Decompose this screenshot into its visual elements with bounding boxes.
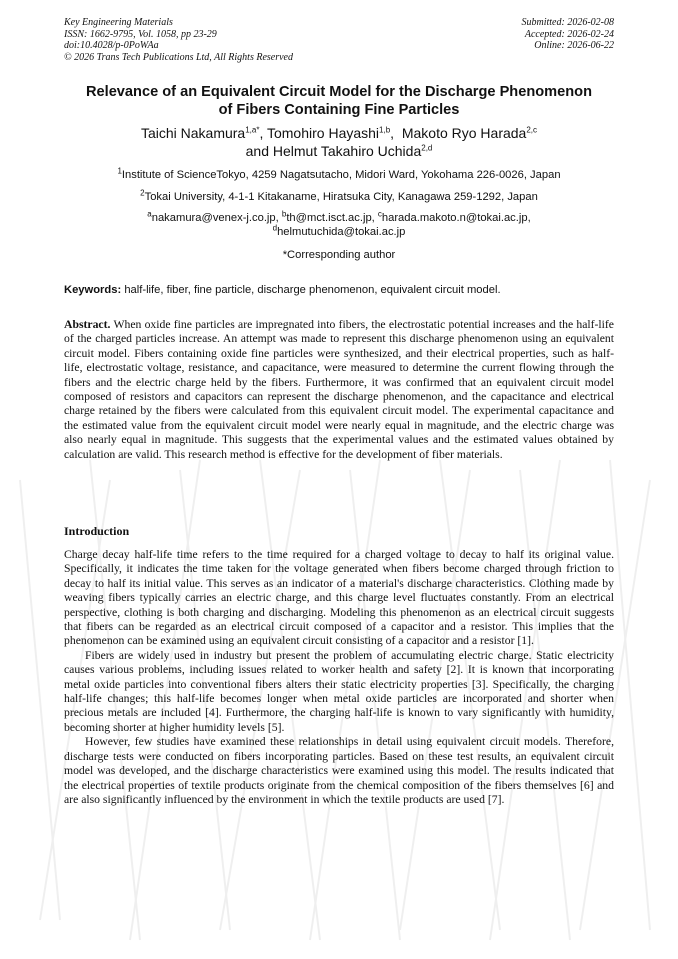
- journal-info: [64, 17, 293, 63]
- author-3: Makoto Ryo Harada: [401, 125, 527, 141]
- affiliation-2-marker: 2: [140, 188, 145, 198]
- journal-issn: ISSN: 1662-9795, Vol. 1058, pp 23-29: [64, 28, 217, 40]
- author-4-affil: 2,d: [421, 143, 433, 153]
- title-line-1: Relevance of an Equivalent Circuit Model for the Discharge Phenomenon: [85, 84, 592, 100]
- email-b-marker: b: [281, 209, 287, 219]
- intro-paragraph-2: Fibers are widely used in industry but present the problem of accumulating electric charge. Static electricity causes various problems, including issues related to worker health and safety [2]. It is known that incorporating metal oxide particles into conventional fibers alters their static electricity properties [3]. Specifically, the charging half-life changes; this half-life becomes longer when metal oxide particles are incorporated and shorter when precious metals are included [4]. Furthermore, the charging half-life is known to vary significantly with humidity, becoming shorter at higher humidity levels [5].: [64, 648, 614, 734]
- publication-dates: [522, 17, 615, 52]
- affiliation-1-text: Institute of ScienceTokyo, 4259 Nagatsutacho, Midori Ward, Yokohama 226-0026, Japan: [121, 169, 561, 181]
- intro-paragraph-1: Charge decay half-life time refers to the time required for a charged voltage to decay to half its original value. Specifically, it indicates the time taken for the voltage generated when fibers become charged through friction to decay to half its initial value. This serves as an indicator of a material's discharge characteristics. Clothing made by weaving fibers typically carries an electric charge, and this charge level fluctuates constantly. From an electrical perspective, clothing is both charging and discharging. Modeling this phenomenon as an electrical circuit suggests that fibers can be regarded as an electrical circuit composed of a capacitor and a resistor. This implies that the phenomenon can be examined using an equivalent circuit consisting of a capacitor and a resistor [1].: [64, 548, 614, 648]
- affiliation-2: [48, 190, 630, 204]
- author-2-affil: 1,b: [379, 125, 391, 135]
- abstract: [64, 318, 614, 462]
- keywords: [64, 283, 624, 297]
- journal-copyright: © 2026 Trans Tech Publications Ltd, All Rights Reserved: [64, 51, 293, 63]
- title-line-2: of Fibers Containing Fine Particles: [218, 102, 460, 118]
- affiliation-2-text: Tokai University, 4-1-1 Kitakaname, Hiratsuka City, Kanagawa 259-1292, Japan: [144, 191, 538, 203]
- affiliation-1: [48, 168, 630, 182]
- email-a: nakamura@venex-j.co.jp,: [151, 212, 279, 224]
- email-c: harada.makoto.n@tokai.ac.jp,: [381, 212, 531, 224]
- intro-paragraph-3: However, few studies have examined these relationships in detail using equivalent circuit models. Therefore, discharge tests were conducted on fibers incorporating particles. Based on these test results, an equivalent circuit model was developed, and the discharge characteristics were examined using this model. The results indicated that the electrical properties of textile products originate from the chemical composition of the fibers themselves [6] and are also significantly influenced by the environment in which the textile products are used [7].: [64, 735, 614, 806]
- accepted-date: Accepted: 2026-02-24: [524, 28, 614, 40]
- journal-doi: doi:10.4028/p-0PoWAa: [64, 40, 159, 51]
- keywords-label: Keywords:: [64, 284, 122, 296]
- paper-title: [48, 83, 630, 119]
- email-d: helmutuchida@tokai.ac.jp: [277, 226, 406, 238]
- author-1: Taichi Nakamura: [140, 125, 246, 141]
- affiliation-1-marker: 1: [117, 166, 122, 176]
- author-4: and Helmut Takahiro Uchida: [245, 143, 422, 159]
- author-1-affil: 1,a*: [245, 125, 260, 135]
- online-date: Online: 2026-06-22: [534, 40, 614, 51]
- introduction-body: [64, 548, 614, 807]
- email-b: th@mct.isct.ac.jp,: [286, 212, 375, 224]
- author-list: Taichi Nakamura$^{1,a*}$, Tomohiro Hayashi$^{1,b}$, Makoto Ryo Harada$^{2,c}$ and Helmut Takahiro Uchida$^{2,d}$: [140, 125, 538, 159]
- email-a-marker: a: [147, 209, 152, 219]
- author-3-affil: 2,c: [526, 125, 538, 135]
- abstract-label: Abstract.: [64, 318, 111, 331]
- author-2: Tomohiro Hayashi: [266, 125, 380, 141]
- submitted-date: Submitted: 2026-02-08: [521, 17, 614, 28]
- email-c-marker: c: [377, 209, 382, 219]
- keywords-text: half-life, fiber, fine particle, discharge phenomenon, equivalent circuit model.: [124, 284, 501, 296]
- email-list: [48, 211, 630, 239]
- journal-name: Key Engineering Materials: [64, 17, 173, 28]
- introduction-heading: Introduction: [64, 524, 130, 538]
- email-d-marker: d: [272, 223, 278, 233]
- corresponding-author-note: *Corresponding author: [282, 249, 396, 261]
- abstract-text: When oxide fine particles are impregnated into fibers, the electrostatic potential increases and the half-life of the charged particles increase. An attempt was made to represent this discharge phenomenon using an equivalent circuit model. Fibers containing oxide fine particles were synthesized, and their electrical properties, such as half-life, electrostatic voltage, resistance, and capacitance, were measured to determine the current flowing through the fibers and the electric charge held by the fibers. Furthermore, it was confirmed that an equivalent circuit model composed of resistors and capacitors can represent the discharge phenomenon, and the capacitance and electrical charge retained by the fibers were calculated from this equivalent circuit model. The experimental capacitance and the estimated value from the equivalent circuit model were nearly equal in magnitude, and the electric charge was also nearly equal in magnitude. This suggests that the experimental values and the estimated values obtained by calculation are valid. This research method is effective for the development of fiber materials.: [64, 318, 614, 461]
